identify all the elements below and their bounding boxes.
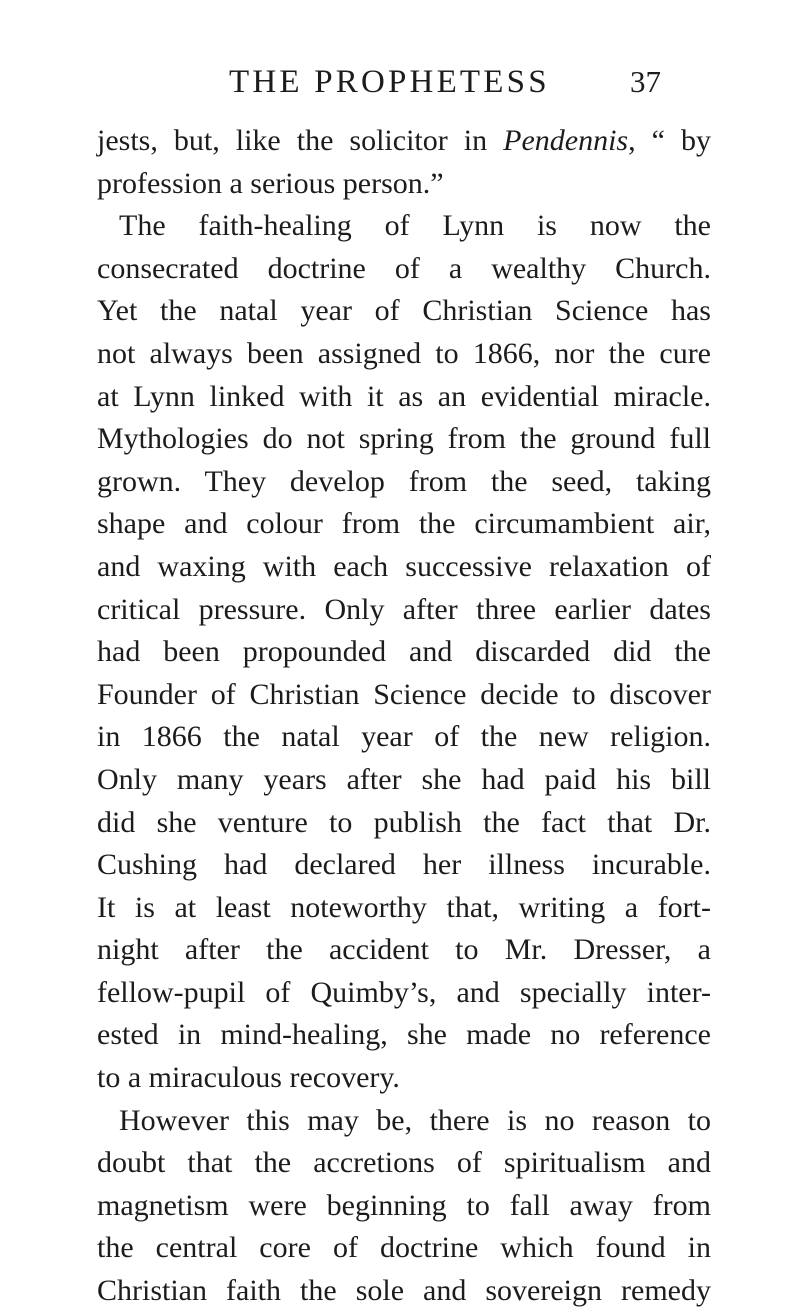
- text-line: Mythologies do not spring from the ground full: [97, 422, 711, 456]
- text-line: did she venture to publish the fact that Dr.: [97, 805, 711, 839]
- italic-title: Pendennis: [503, 124, 629, 157]
- text-line: at Lynn linked with it as an evidential miracle.: [97, 379, 711, 413]
- body-text: [97, 120, 711, 1313]
- text-line: The faith-healing of Lynn is now the: [119, 209, 711, 243]
- text-line: critical pressure. Only after three earlier dates: [97, 592, 711, 626]
- text-line: magnetism were beginning to fall away from: [97, 1188, 711, 1222]
- page-number: 37: [630, 64, 661, 99]
- text-segment: , “ by: [628, 124, 711, 157]
- text-line: fellow-pupil of Quimby’s, and specially inter-: [97, 975, 711, 1009]
- text-line: However this may be, there is no reason to: [119, 1103, 711, 1137]
- text-line: and waxing with each successive relaxation of: [97, 549, 711, 583]
- text-line: the central core of doctrine which found in: [97, 1231, 711, 1265]
- text-line: doubt that the accretions of spiritualism and: [97, 1146, 711, 1180]
- text-line: [97, 120, 711, 163]
- text-line: It is at least noteworthy that, writing a fort-: [97, 890, 711, 924]
- running-head: [0, 62, 800, 102]
- text-line: in 1866 the natal year of the new religion.: [97, 720, 711, 754]
- text-line: Cushing had declared her illness incurable.: [97, 848, 711, 882]
- running-title: THE PROPHETESS: [229, 64, 550, 100]
- text-line: not always been assigned to 1866, nor the cure: [97, 336, 711, 370]
- text-line: night after the accident to Mr. Dresser, a: [97, 933, 711, 967]
- text-line: ested in mind-healing, she made no reference: [97, 1018, 711, 1052]
- text-segment: jests, but, like the solicitor in: [97, 124, 504, 157]
- text-line: Founder of Christian Science decide to discover: [97, 677, 711, 711]
- text-line: Only many years after she had paid his bill: [97, 762, 711, 796]
- text-line: to a miraculous recovery.: [97, 1061, 400, 1095]
- text-line: Yet the natal year of Christian Science has: [97, 294, 711, 328]
- text-line: profession a serious person.”: [97, 166, 444, 200]
- text-line: Christian faith the sole and sovereign remedy: [97, 1274, 711, 1308]
- text-line: shape and colour from the circumambient air,: [97, 507, 711, 541]
- text-line: consecrated doctrine of a wealthy Church.: [97, 251, 711, 285]
- text-line: had been propounded and discarded did the: [97, 635, 711, 669]
- text-line: grown. They develop from the seed, taking: [97, 464, 711, 498]
